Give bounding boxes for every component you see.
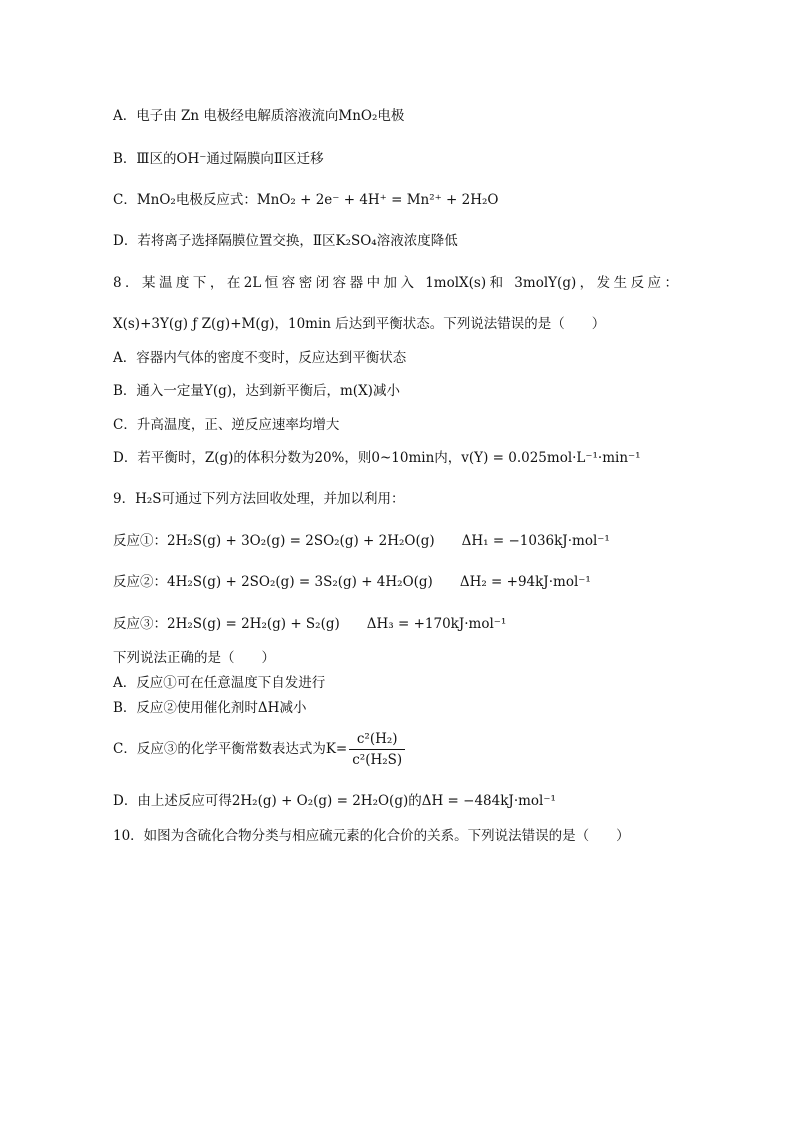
q9-reaction-2: 反应②：4H₂S(g) + 2SO₂(g) = 3S₂(g) + 4H₂O(g) ΔH₂ = +94kJ·mol⁻¹ [113,574,591,590]
q8-stem-line1: 8．某温度下，在2L恒容密闭容器中加入 1molX(s)和 3molY(g)，发生反应： [113,275,678,291]
q8-stem-line2: X(s)+3Y(g) ƒ Z(g)+M(g)，10min 后达到平衡状态。下列说法错误的是（ ） [113,316,606,332]
q9-option-c-prefix: C．反应③的化学平衡常数表达式为K= [113,741,348,757]
q8-option-c: C．升高温度，正、逆反应速率均增大 [113,417,340,433]
q9-reaction-1: 反应①：2H₂S(g) + 3O₂(g) = 2SO₂(g) + 2H₂O(g) ΔH₁ = −1036kJ·mol⁻¹ [113,533,610,549]
fraction-denominator: c²(H₂S) [352,752,403,768]
fraction-numerator: c²(H₂) [349,730,405,750]
q8-option-a: A．容器内气体的密度不变时，反应达到平衡状态 [113,350,407,366]
q9-reaction-3: 反应③：2H₂S(g) = 2H₂(g) + S₂(g) ΔH₃ = +170kJ·mol⁻¹ [113,616,507,632]
q7-option-d: D．若将离子选择隔膜位置交换，Ⅱ区K₂SO₄溶液浓度降低 [113,233,458,249]
q10-stem: 10．如图为含硫化合物分类与相应硫元素的化合价的关系。下列说法错误的是（ ） [113,828,630,844]
q8-option-d: D．若平衡时，Z(g)的体积分数为20%，则0~10min内，v(Y) = 0.025mol·L⁻¹·min⁻¹ [113,450,641,466]
q9-option-b: B．反应②使用催化剂时ΔH减小 [113,700,307,716]
q9-stem: 9．H₂S可通过下列方法回收处理，并加以利用： [113,491,405,507]
q7-option-c: C．MnO₂电极反应式：MnO₂ + 2e⁻ + 4H⁺ = Mn²⁺ + 2H₂O [113,192,499,208]
q9-question: 下列说法正确的是（ ） [113,650,275,666]
q7-option-b: B．Ⅲ区的OH⁻通过隔膜向Ⅱ区迁移 [113,151,324,167]
q9-option-c [113,729,405,769]
q9-option-d: D．由上述反应可得2H₂(g) + O₂(g) = 2H₂O(g)的ΔH = −484kJ·mol⁻¹ [113,793,556,809]
equilibrium-constant-fraction [349,730,405,769]
q7-option-a: A．电子由 Zn 电极经电解质溶液流向MnO₂电极 [113,108,405,124]
q8-option-b: B．通入一定量Y(g)，达到新平衡后，m(X)减小 [113,383,400,399]
q9-option-a: A．反应①可在任意温度下自发进行 [113,675,326,691]
